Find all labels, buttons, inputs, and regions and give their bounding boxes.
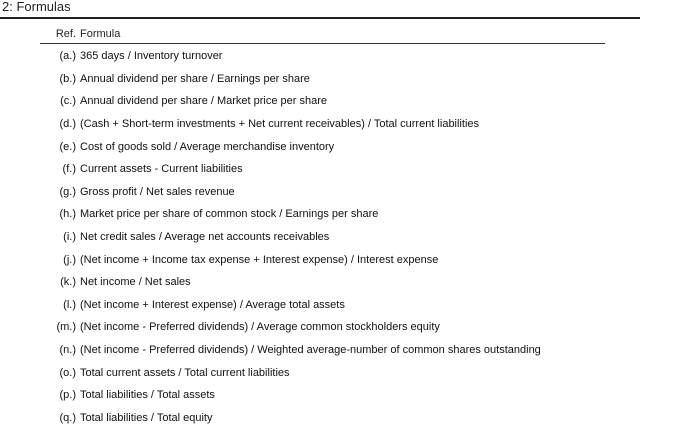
formula-cell: Gross profit / Net sales revenue (80, 186, 605, 198)
ref-cell: (h.) (40, 208, 80, 220)
table-row (40, 271, 605, 294)
formula-cell: (Cash + Short-term investments + Net current receivables) / Total current liabilities (80, 118, 605, 130)
section-title: 2: Formulas (2, 0, 71, 14)
formula-cell: Annual dividend per share / Market price per share (80, 95, 605, 107)
formula-cell: Total liabilities / Total assets (80, 389, 605, 401)
ref-cell: (e.) (40, 141, 80, 153)
formula-cell: (Net income + Interest expense) / Average total assets (80, 299, 605, 311)
table-row (40, 339, 605, 362)
formula-cell: (Net income - Preferred dividends) / Average common stockholders equity (80, 321, 605, 333)
ref-cell: (a.) (40, 50, 80, 62)
table-row (40, 181, 605, 204)
table-row (40, 361, 605, 384)
table-row (40, 203, 605, 226)
formulas-table (40, 24, 605, 429)
ref-cell: (l.) (40, 299, 80, 311)
ref-cell: (m.) (40, 321, 80, 333)
table-row (40, 407, 605, 429)
formula-cell: Cost of goods sold / Average merchandise inventory (80, 141, 605, 153)
table-row (40, 45, 605, 68)
formula-cell: Total current assets / Total current liabilities (80, 367, 605, 379)
table-row (40, 135, 605, 158)
formula-cell: Total liabilities / Total equity (80, 412, 605, 424)
table-row (40, 384, 605, 407)
formula-cell: (Net income - Preferred dividends) / Weighted average-number of common shares outstanding (80, 344, 605, 356)
ref-cell: (n.) (40, 344, 80, 356)
table-row (40, 113, 605, 136)
table-header (40, 24, 605, 44)
table-row (40, 158, 605, 181)
formula-cell: (Net income + Income tax expense + Interest expense) / Interest expense (80, 254, 605, 266)
table-row (40, 294, 605, 317)
ref-cell: (b.) (40, 73, 80, 85)
table-body (40, 44, 605, 429)
formula-column-header: Formula (80, 28, 605, 40)
ref-column-header: Ref. (40, 28, 80, 40)
formula-cell: Net credit sales / Average net accounts receivables (80, 231, 605, 243)
ref-cell: (i.) (40, 231, 80, 243)
ref-cell: (d.) (40, 118, 80, 130)
ref-cell: (g.) (40, 186, 80, 198)
formula-cell: 365 days / Inventory turnover (80, 50, 605, 62)
table-row (40, 248, 605, 271)
table-row (40, 68, 605, 91)
ref-cell: (f.) (40, 163, 80, 175)
ref-cell: (p.) (40, 389, 80, 401)
formula-cell: Annual dividend per share / Earnings per share (80, 73, 605, 85)
table-row (40, 316, 605, 339)
formula-cell: Market price per share of common stock / Earnings per share (80, 208, 605, 220)
ref-cell: (q.) (40, 412, 80, 424)
formula-cell: Net income / Net sales (80, 276, 605, 288)
section-divider (0, 17, 640, 19)
formula-cell: Current assets - Current liabilities (80, 163, 605, 175)
ref-cell: (c.) (40, 95, 80, 107)
ref-cell: (k.) (40, 276, 80, 288)
table-row (40, 226, 605, 249)
ref-cell: (j.) (40, 254, 80, 266)
ref-cell: (o.) (40, 367, 80, 379)
table-row (40, 90, 605, 113)
